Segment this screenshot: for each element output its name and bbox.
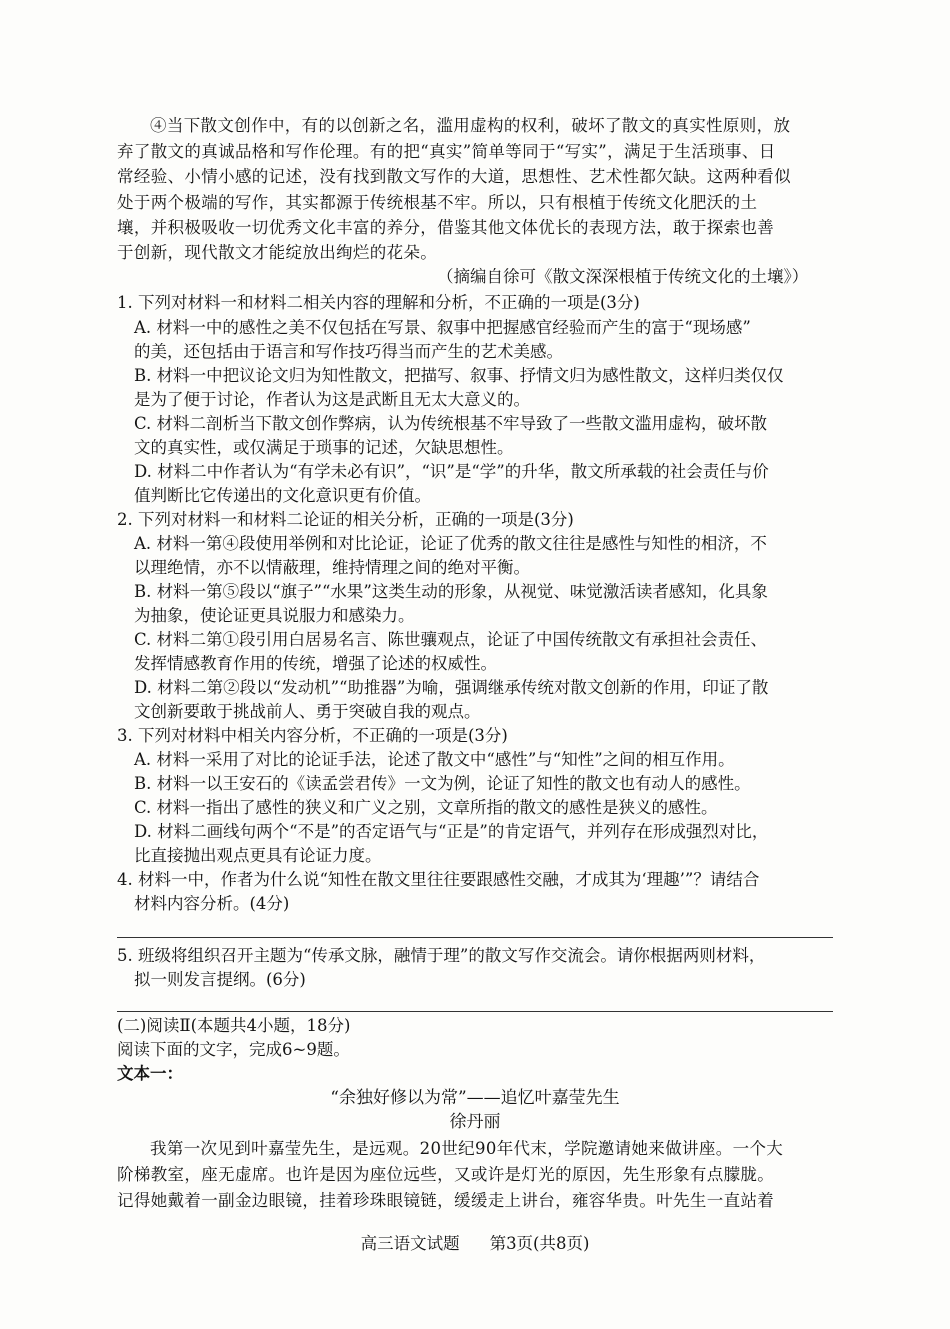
q3-option-d-cont: 比直接抛出观点更具有论证力度。 (134, 846, 382, 865)
section-instruction: 阅读下面的文字，完成6~9题。 (117, 1040, 350, 1059)
question-4-stem-cont: 材料内容分析。(4分) (134, 894, 290, 913)
answer-line[interactable] (117, 937, 833, 938)
q2-option-d: D. 材料二第②段以“发动机”“助推器”为喻，强调继承传统对散文创新的作用，印证了散 (134, 678, 769, 697)
source-citation: （摘编自徐可《散文深深根植于传统文化的土壤》） (437, 267, 809, 286)
question-5-stem-cont: 拟一则发言提纲。(6分) (134, 970, 306, 989)
q2-option-c: C. 材料二第①段引用白居易名言、陈世骧观点，论证了中国传统散文有承担社会责任、 (134, 630, 768, 649)
passage-line: 壤，并积极吸收一切优秀文化丰富的养分，借鉴其他文体优长的表现方法，敢于探索也善 (117, 218, 775, 237)
article-body-line: 我第一次见到叶嘉莹先生，是远观。20世纪90年代末，学院邀请她来做讲座。一个大 (150, 1139, 784, 1158)
text-label: 文本一： (117, 1064, 183, 1083)
q2-option-d-cont: 文创新要敢于挑战前人、勇于突破自我的观点。 (134, 702, 481, 721)
footer-page-number: 第3页(共8页) (489, 1234, 590, 1253)
answer-line[interactable] (117, 1011, 833, 1012)
q1-option-d: D. 材料二中作者认为“有学未必有识”，“识”是“学”的升华，散文所承载的社会责任与价 (134, 462, 769, 481)
article-author: 徐丹丽 (449, 1112, 501, 1132)
passage-line: 常经验、小情小感的记述，没有找到散文写作的大道，思想性、艺术性都欠缺。这两种看似 (117, 167, 791, 186)
question-1-stem: 1. 下列对材料一和材料二相关内容的理解和分析，不正确的一项是(3分) (117, 293, 640, 312)
q3-option-d: D. 材料二画线句两个“不是”的否定语气与“正是”的肯定语气，并列存在形成强烈对比， (134, 822, 769, 841)
article-title: “余独好修以为常”——追忆叶嘉莹先生 (330, 1088, 620, 1108)
section-header: (二)阅读Ⅱ(本题共4小题，18分) (117, 1016, 351, 1035)
q3-option-c: C. 材料一指出了感性的狭义和广义之别，文章所指的散文的感性是狭义的感性。 (134, 798, 718, 817)
passage-line: ④当下散文创作中，有的以创新之名，滥用虚构的权利，破坏了散文的真实性原则，放 (150, 116, 791, 135)
q1-option-d-cont: 值判断比它传递出的文化意识更有价值。 (134, 486, 431, 505)
q2-option-a: A. 材料一第④段使用举例和对比论证，论证了优秀的散文往往是感性与知性的相济，不 (134, 534, 767, 553)
article-body-line: 记得她戴着一副金边眼镜，挂着珍珠眼镜链，缓缓走上讲台，雍容华贵。叶先生一直站着 (117, 1191, 775, 1210)
q1-option-b-cont: 是为了便于讨论，作者认为这是武断且无太大意义的。 (134, 390, 530, 409)
article-body-line: 阶梯教室，座无虚席。也许是因为座位远些，又或许是灯光的原因，先生形象有点朦胧。 (117, 1165, 775, 1184)
question-4-stem: 4. 材料一中，作者为什么说“知性在散文里往往要跟感性交融，才成其为‘理趣’”？请结合 (117, 870, 760, 889)
q1-option-c-cont: 文的真实性，或仅满足于琐事的记述，欠缺思想性。 (134, 438, 514, 457)
q2-option-a-cont: 以理绝情，亦不以情蔽理，维持情理之间的绝对平衡。 (134, 558, 530, 577)
page-footer (0, 1232, 950, 1256)
q2-option-c-cont: 发挥情感教育作用的传统，增强了论述的权威性。 (134, 654, 497, 673)
passage-line: 弃了散文的真诚品格和写作伦理。有的把“真实”简单等同于“写实”，满足于生活琐事、日 (117, 142, 776, 161)
passage-line: 处于两个极端的写作，其实都源于传统根基不牢。所以，只有根植于传统文化肥沃的土 (117, 193, 758, 212)
question-3-stem: 3. 下列对材料中相关内容分析，不正确的一项是(3分) (117, 726, 508, 745)
q2-option-b-cont: 为抽象，使论证更具说服力和感染力。 (134, 606, 415, 625)
q1-option-b: B. 材料一中把议论文归为知性散文，把描写、叙事、抒情文归为感性散文，这样归类仅仅 (134, 366, 784, 385)
q1-option-a-cont: 的美，还包括由于语言和写作技巧得当而产生的艺术美感。 (134, 342, 563, 361)
q3-option-a: A. 材料一采用了对比的论证手法，论述了散文中“感性”与“知性”之间的相互作用。 (134, 750, 735, 769)
passage-line: 于创新，现代散文才能绽放出绚烂的花朵。 (117, 243, 438, 262)
q2-option-b: B. 材料一第⑤段以“旗子”“水果”这类生动的形象，从视觉、味觉激活读者感知，化具象 (134, 582, 768, 601)
footer-subject: 高三语文试题 (360, 1234, 460, 1253)
question-5-stem: 5. 班级将组织召开主题为“传承文脉，融情于理”的散文写作交流会。请你根据两则材料， (117, 946, 766, 965)
q3-option-b: B. 材料一以王安石的《读孟尝君传》一文为例，论证了知性的散文也有动人的感性。 (134, 774, 751, 793)
q1-option-a: A. 材料一中的感性之美不仅包括在写景、叙事中把握感官经验而产生的富于“现场感” (134, 318, 751, 337)
question-2-stem: 2. 下列对材料一和材料二论证的相关分析，正确的一项是(3分) (117, 510, 574, 529)
q1-option-c: C. 材料二剖析当下散文创作弊病，认为传统根基不牢导致了一些散文滥用虚构，破坏散 (134, 414, 768, 433)
